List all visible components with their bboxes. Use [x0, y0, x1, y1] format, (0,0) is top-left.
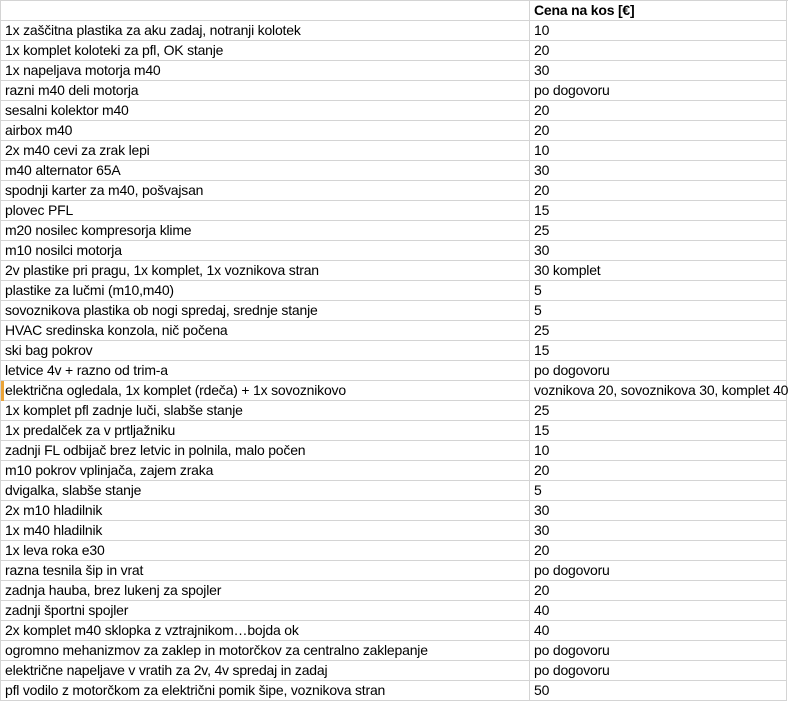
item-cell[interactable]: 1x komplet koloteki za pfl, OK stanje — [1, 41, 530, 61]
item-cell[interactable]: 1x napeljava motorja m40 — [1, 61, 530, 81]
price-cell[interactable]: 30 — [530, 61, 787, 81]
item-cell[interactable]: spodnji karter za m40, pošvajsan — [1, 181, 530, 201]
table-row — [1, 301, 788, 321]
item-cell[interactable]: plastike za lučmi (m10,m40) — [1, 281, 530, 301]
highlight-marker — [1, 381, 4, 401]
price-cell[interactable]: 30 komplet — [530, 261, 787, 281]
price-cell[interactable]: 10 — [530, 21, 787, 41]
price-cell[interactable]: 25 — [530, 321, 787, 341]
price-cell[interactable]: 10 — [530, 141, 787, 161]
table-row — [1, 321, 788, 341]
price-cell[interactable]: 25 — [530, 401, 787, 421]
price-cell[interactable]: po dogovoru — [530, 641, 787, 661]
price-cell[interactable]: po dogovoru — [530, 361, 787, 381]
table-row — [1, 561, 788, 581]
item-cell[interactable]: razna tesnila šip in vrat — [1, 561, 530, 581]
table-row — [1, 161, 788, 181]
price-cell[interactable]: voznikova 20, sovoznikova 30, komplet 40 — [530, 381, 787, 401]
price-cell[interactable]: 50 — [530, 681, 787, 701]
item-cell[interactable]: m10 pokrov vplinjača, zajem zraka — [1, 461, 530, 481]
price-cell[interactable]: 25 — [530, 221, 787, 241]
item-cell[interactable]: električne napeljave v vratih za 2v, 4v spredaj in zadaj — [1, 661, 530, 681]
item-cell[interactable]: 2x komplet m40 sklopka z vztrajnikom…bojda ok — [1, 621, 530, 641]
price-cell[interactable]: 5 — [530, 301, 787, 321]
price-cell[interactable]: po dogovoru — [530, 661, 787, 681]
table-row — [1, 41, 788, 61]
item-cell[interactable]: ski bag pokrov — [1, 341, 530, 361]
item-cell[interactable]: HVAC sredinska konzola, nič počena — [1, 321, 530, 341]
item-cell[interactable]: 1x m40 hladilnik — [1, 521, 530, 541]
price-cell[interactable]: 20 — [530, 541, 787, 561]
item-cell[interactable]: 1x komplet pfl zadnje luči, slabše stanje — [1, 401, 530, 421]
table-row — [1, 201, 788, 221]
table-row — [1, 21, 788, 41]
item-cell[interactable]: ogromno mehanizmov za zaklep in motorčkov za centralno zaklepanje — [1, 641, 530, 661]
table-row — [1, 121, 788, 141]
table-row — [1, 341, 788, 361]
table-row — [1, 621, 788, 641]
price-cell[interactable]: 30 — [530, 501, 787, 521]
price-cell[interactable]: 10 — [530, 441, 787, 461]
item-cell[interactable]: zadnji športni spojler — [1, 601, 530, 621]
price-cell[interactable]: 30 — [530, 521, 787, 541]
item-cell[interactable]: zadnja hauba, brez lukenj za spojler — [1, 581, 530, 601]
table-row — [1, 641, 788, 661]
table-row — [1, 61, 788, 81]
item-cell[interactable]: 1x leva roka e30 — [1, 541, 530, 561]
item-cell[interactable]: razni m40 deli motorja — [1, 81, 530, 101]
table-row — [1, 181, 788, 201]
price-cell[interactable]: 20 — [530, 101, 787, 121]
price-cell[interactable]: 20 — [530, 121, 787, 141]
table-row — [1, 501, 788, 521]
table-row — [1, 401, 788, 421]
table-body — [1, 21, 788, 701]
table-row — [1, 81, 788, 101]
item-cell[interactable]: zadnji FL odbijač brez letvic in polnila, malo počen — [1, 441, 530, 461]
price-cell[interactable]: 30 — [530, 161, 787, 181]
table-header-row — [1, 1, 788, 21]
price-cell[interactable]: 15 — [530, 421, 787, 441]
price-cell[interactable]: 15 — [530, 201, 787, 221]
item-cell[interactable]: 1x predalček za v prtljažniku — [1, 421, 530, 441]
table-row — [1, 221, 788, 241]
table-row — [1, 141, 788, 161]
table-row — [1, 261, 788, 281]
price-cell[interactable]: 20 — [530, 581, 787, 601]
item-cell[interactable]: pfl vodilo z motorčkom za električni pomik šipe, voznikova stran — [1, 681, 530, 701]
table-row — [1, 581, 788, 601]
item-cell[interactable]: m40 alternator 65A — [1, 161, 530, 181]
item-cell[interactable]: sovoznikova plastika ob nogi spredaj, srednje stanje — [1, 301, 530, 321]
table-row — [1, 601, 788, 621]
table-row — [1, 481, 788, 501]
item-cell[interactable]: letvice 4v + razno od trim-a — [1, 361, 530, 381]
item-cell[interactable]: plovec PFL — [1, 201, 530, 221]
item-cell[interactable]: 2x m10 hladilnik — [1, 501, 530, 521]
table-row — [1, 281, 788, 301]
table-row — [1, 661, 788, 681]
price-cell[interactable]: 40 — [530, 601, 787, 621]
price-cell[interactable]: 15 — [530, 341, 787, 361]
table-row — [1, 381, 788, 401]
table-row — [1, 461, 788, 481]
price-cell[interactable]: 20 — [530, 41, 787, 61]
table-row — [1, 421, 788, 441]
table-row — [1, 521, 788, 541]
item-header-cell[interactable] — [1, 1, 530, 21]
item-cell[interactable]: električna ogledala, 1x komplet (rdeča) + 1x sovoznikovo — [1, 381, 530, 401]
price-cell[interactable]: po dogovoru — [530, 561, 787, 581]
price-cell[interactable]: 5 — [530, 281, 787, 301]
item-cell[interactable]: m20 nosilec kompresorja klime — [1, 221, 530, 241]
item-cell[interactable]: 1x zaščitna plastika za aku zadaj, notranji kolotek — [1, 21, 530, 41]
item-cell[interactable]: 2v plastike pri pragu, 1x komplet, 1x voznikova stran — [1, 261, 530, 281]
table-row — [1, 441, 788, 461]
table-row — [1, 681, 788, 701]
item-cell[interactable]: dvigalka, slabše stanje — [1, 481, 530, 501]
price-cell[interactable]: 5 — [530, 481, 787, 501]
table-row — [1, 101, 788, 121]
price-cell[interactable]: po dogovoru — [530, 81, 787, 101]
table-row — [1, 541, 788, 561]
price-cell[interactable]: 40 — [530, 621, 787, 641]
price-cell[interactable]: 20 — [530, 181, 787, 201]
item-cell[interactable]: m10 nosilci motorja — [1, 241, 530, 261]
price-header-cell[interactable]: Cena na kos [€] — [530, 1, 787, 21]
item-cell[interactable]: sesalni kolektor m40 — [1, 101, 530, 121]
price-cell[interactable]: 30 — [530, 241, 787, 261]
item-cell[interactable]: airbox m40 — [1, 121, 530, 141]
table-row — [1, 361, 788, 381]
item-cell[interactable]: 2x m40 cevi za zrak lepi — [1, 141, 530, 161]
price-cell[interactable]: 20 — [530, 461, 787, 481]
table-row — [1, 241, 788, 261]
